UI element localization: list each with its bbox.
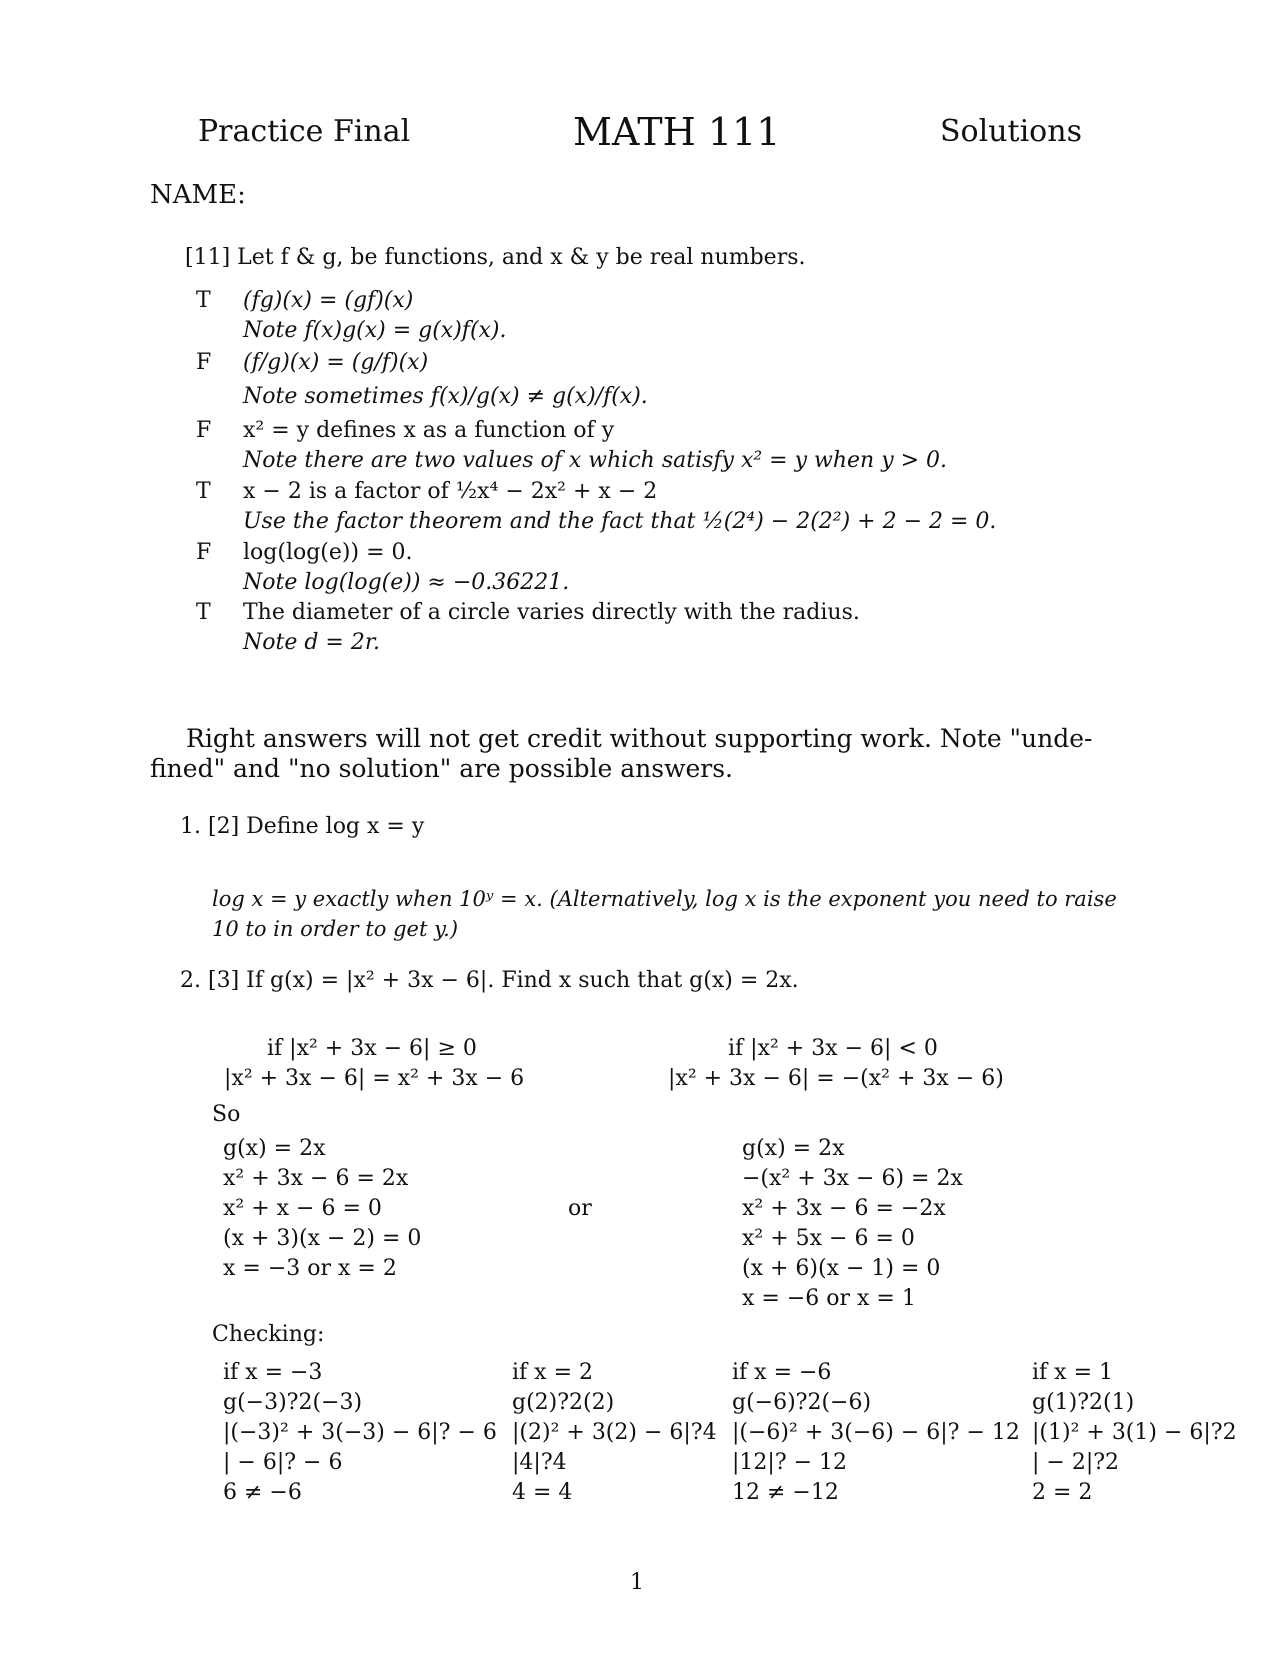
q2-left-step: x = −3 or x = 2 [223,1256,397,1281]
q2-left-steps [223,1134,421,1284]
check-line: 2 = 2 [1032,1480,1093,1505]
q2-right-step: (x + 6)(x − 1) = 0 [742,1256,941,1281]
tf-answer: T [196,288,211,313]
q2-right-steps [742,1134,963,1314]
check-line: if x = −6 [732,1360,832,1385]
check-line: |(−6)² + 3(−6) − 6|? − 12 [732,1420,1020,1445]
check-line: | − 6|? − 6 [223,1450,343,1475]
tf-note: Note there are two values of x which satisfy x² = y when y > 0. [243,448,948,473]
q1-answer-line-2: 10 to in order to get y.) [212,917,459,941]
q2-check-column-4 [1032,1358,1237,1508]
q2-so-label: So [212,1102,241,1127]
tf-note: Note f(x)g(x) = g(x)f(x). [243,318,507,343]
check-line: | − 2|?2 [1032,1450,1120,1475]
q1-prompt: 1. [2] Define log x = y [180,814,425,839]
check-line: 6 ≠ −6 [223,1480,302,1505]
check-line: |12|? − 12 [732,1450,848,1475]
q2-left-step: x² + 3x − 6 = 2x [223,1166,409,1191]
q2-left-step: g(x) = 2x [223,1136,326,1161]
q2-prompt: 2. [3] If g(x) = |x² + 3x − 6|. Find x such that g(x) = 2x. [180,968,799,993]
header-right: Solutions [940,114,1082,149]
tf-statement: x − 2 is a factor of ½x⁴ − 2x² + x − 2 [243,479,658,504]
q2-checking-label: Checking: [212,1322,325,1347]
tf-answer: F [196,418,212,443]
tf-answer: F [196,540,212,565]
tf-answer: T [196,479,211,504]
check-line: |(2)² + 3(2) − 6|?4 [512,1420,717,1445]
tf-note: Use the factor theorem and the fact that ½(2⁴) − 2(2²) + 2 − 2 = 0. [243,509,997,534]
check-line: g(2)?2(2) [512,1390,615,1415]
q1-answer-line-1: log x = y exactly when 10ʸ = x. (Alternatively, log x is the exponent you need to raise [212,887,1117,911]
check-line: if x = −3 [223,1360,323,1385]
q2-case-right-equation: |x² + 3x − 6| = −(x² + 3x − 6) [668,1066,1004,1091]
check-line: g(1)?2(1) [1032,1390,1135,1415]
tf-statement: (fg)(x) = (gf)(x) [243,288,414,313]
q2-right-step: g(x) = 2x [742,1136,845,1161]
q2-case-right-condition: if |x² + 3x − 6| < 0 [728,1036,938,1061]
q2-right-step: x = −6 or x = 1 [742,1286,916,1311]
q2-right-step: x² + 3x − 6 = −2x [742,1196,946,1221]
q2-left-step: (x + 3)(x − 2) = 0 [223,1226,422,1251]
q2-case-left-equation: |x² + 3x − 6| = x² + 3x − 6 [224,1066,525,1091]
check-line: if x = 1 [1032,1360,1113,1385]
check-line: |4|?4 [512,1450,567,1475]
instructions-line-2: fined" and "no solution" are possible answers. [150,754,733,783]
check-line: |(−3)² + 3(−3) − 6|? − 6 [223,1420,497,1445]
check-line: 4 = 4 [512,1480,573,1505]
q2-case-left-condition: if |x² + 3x − 6| ≥ 0 [267,1036,477,1061]
tf-answer: F [196,350,212,375]
q2-right-step: −(x² + 3x − 6) = 2x [742,1166,963,1191]
tf-note: Note d = 2r. [243,630,380,655]
tf-answer: T [196,600,211,625]
tf-note: Note log(log(e)) ≈ −0.36221. [243,570,570,595]
tf-statement: x² = y defines x as a function of y [243,418,615,443]
q2-check-column-2 [512,1358,717,1508]
tf-statement: (f/g)(x) = (g/f)(x) [243,350,429,375]
q2-check-column-1 [223,1358,497,1508]
tf-note: Note sometimes f(x)/g(x) ≠ g(x)/f(x). [243,384,648,409]
check-line: if x = 2 [512,1360,593,1385]
check-line: g(−6)?2(−6) [732,1390,872,1415]
q2-right-step: x² + 5x − 6 = 0 [742,1226,915,1251]
header-course: MATH 111 [573,110,781,154]
tf-statement: The diameter of a circle varies directly with the radius. [243,600,860,625]
check-line: 12 ≠ −12 [732,1480,839,1505]
name-label: NAME: [150,180,246,210]
tf-intro: [11] Let f & g, be functions, and x & y be real numbers. [185,245,806,270]
instructions-line-1: Right answers will not get credit without supporting work. Note "unde- [186,724,1093,753]
tf-statement: log(log(e)) = 0. [243,540,413,565]
q2-left-step: x² + x − 6 = 0 [223,1196,382,1221]
check-line: g(−3)?2(−3) [223,1390,363,1415]
header-left: Practice Final [198,114,411,149]
q2-or-label: or [568,1196,592,1221]
check-line: |(1)² + 3(1) − 6|?2 [1032,1420,1237,1445]
q2-check-column-3 [732,1358,1020,1508]
page-number: 1 [630,1570,644,1595]
